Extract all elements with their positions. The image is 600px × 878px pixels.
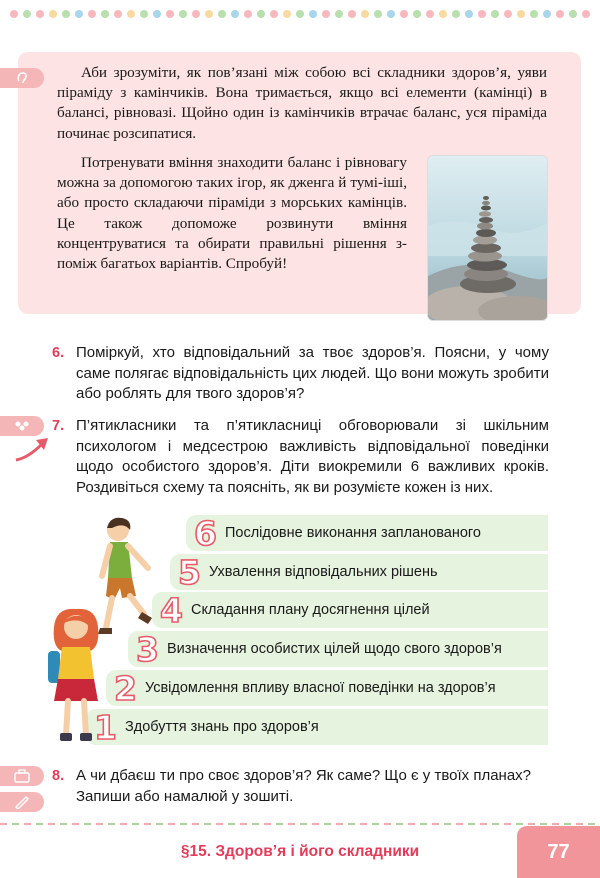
step-5-label: Ухвалення відповідальних рішень xyxy=(208,564,438,580)
step-2 xyxy=(106,670,548,706)
pencil-icon xyxy=(14,795,30,809)
group-icon xyxy=(13,419,31,433)
step-5-number: 5 xyxy=(178,552,201,592)
step-3-label: Визначення особистих цілей щодо свого здоров’я xyxy=(166,641,502,657)
step-4 xyxy=(152,592,548,628)
ear-icon xyxy=(15,71,29,85)
step-1 xyxy=(86,709,548,745)
info-paragraph-1: Аби зрозуміти, як пов’язані між собою всі складники здоров’я, уяви піраміду з камінчиків. Вона тримається, якщо всі елементи (камінці) в балансі, рівновазі. Щойно один із камінчиків втрачає баланс, уся піраміда починає розсипатися. xyxy=(57,64,547,142)
step-6-label: Послідовне виконання запланованого xyxy=(224,525,481,541)
step-2-number: 2 xyxy=(114,668,137,708)
suitcase-icon xyxy=(14,769,30,783)
arrow-icon xyxy=(14,432,54,464)
step-1-number: 1 xyxy=(94,707,117,747)
side-tab-suitcase xyxy=(0,766,44,786)
footer-dashed-line xyxy=(0,822,600,826)
info-paragraph-2: Потренувати вміння знаходити баланс і рівновагу можна за допомогою таких ігор, як дженга й тумі-іші, або просто складаючи піраміди з морських камінців. Це також допоможе розвинути вміння концентруватися та обирати правильні рішення з-поміж багатьох варіантів. Спробуй! xyxy=(57,154,407,273)
step-4-label: Складання плану досягнення цілей xyxy=(190,602,430,618)
step-3 xyxy=(128,631,548,667)
stone-pyramid-photo xyxy=(427,155,548,321)
step-4-number: 4 xyxy=(160,590,183,630)
page-number: 77 xyxy=(517,826,600,878)
task-8-text: А чи дбаєш ти про своє здоров’я? Як саме? Що є у твоїх планах? Запиши або намалюй у зошиті. xyxy=(76,767,532,805)
task-7-text: П’ятикласники та п’ятикласниці обговорювали зі шкільним психологом і медсестрою важливість відповідальної поведінки щодо особистого здоров’я. Діти виокремили 6 важливих кроків. Роздивіться схему та поясніть, як ви розумієте кожен із них. xyxy=(76,417,549,496)
step-2-label: Усвідомлення впливу власної поведінки на здоров’я xyxy=(144,680,496,696)
dotted-border-top xyxy=(10,8,590,20)
step-6 xyxy=(186,515,548,551)
step-6-number: 6 xyxy=(194,513,217,553)
step-5 xyxy=(170,554,548,590)
footer-section-title: §15. Здоров’я і його складники xyxy=(180,843,420,860)
side-tab-pencil xyxy=(0,792,44,812)
step-1-label: Здобуття знань про здоров’я xyxy=(124,719,319,735)
task-7-number: 7. xyxy=(52,418,65,434)
task-6-number: 6. xyxy=(52,345,65,361)
girl-illustration xyxy=(44,607,108,745)
side-tab-ear xyxy=(0,68,44,88)
step-3-number: 3 xyxy=(136,629,159,669)
task-8-number: 8. xyxy=(52,768,65,784)
task-6-text: Поміркуй, хто відповідальний за твоє здоров’я. Поясни, у чому саме полягає відповідальність цих людей. Що вони можуть зробити або роблять для твого здоров’я? xyxy=(76,344,549,402)
